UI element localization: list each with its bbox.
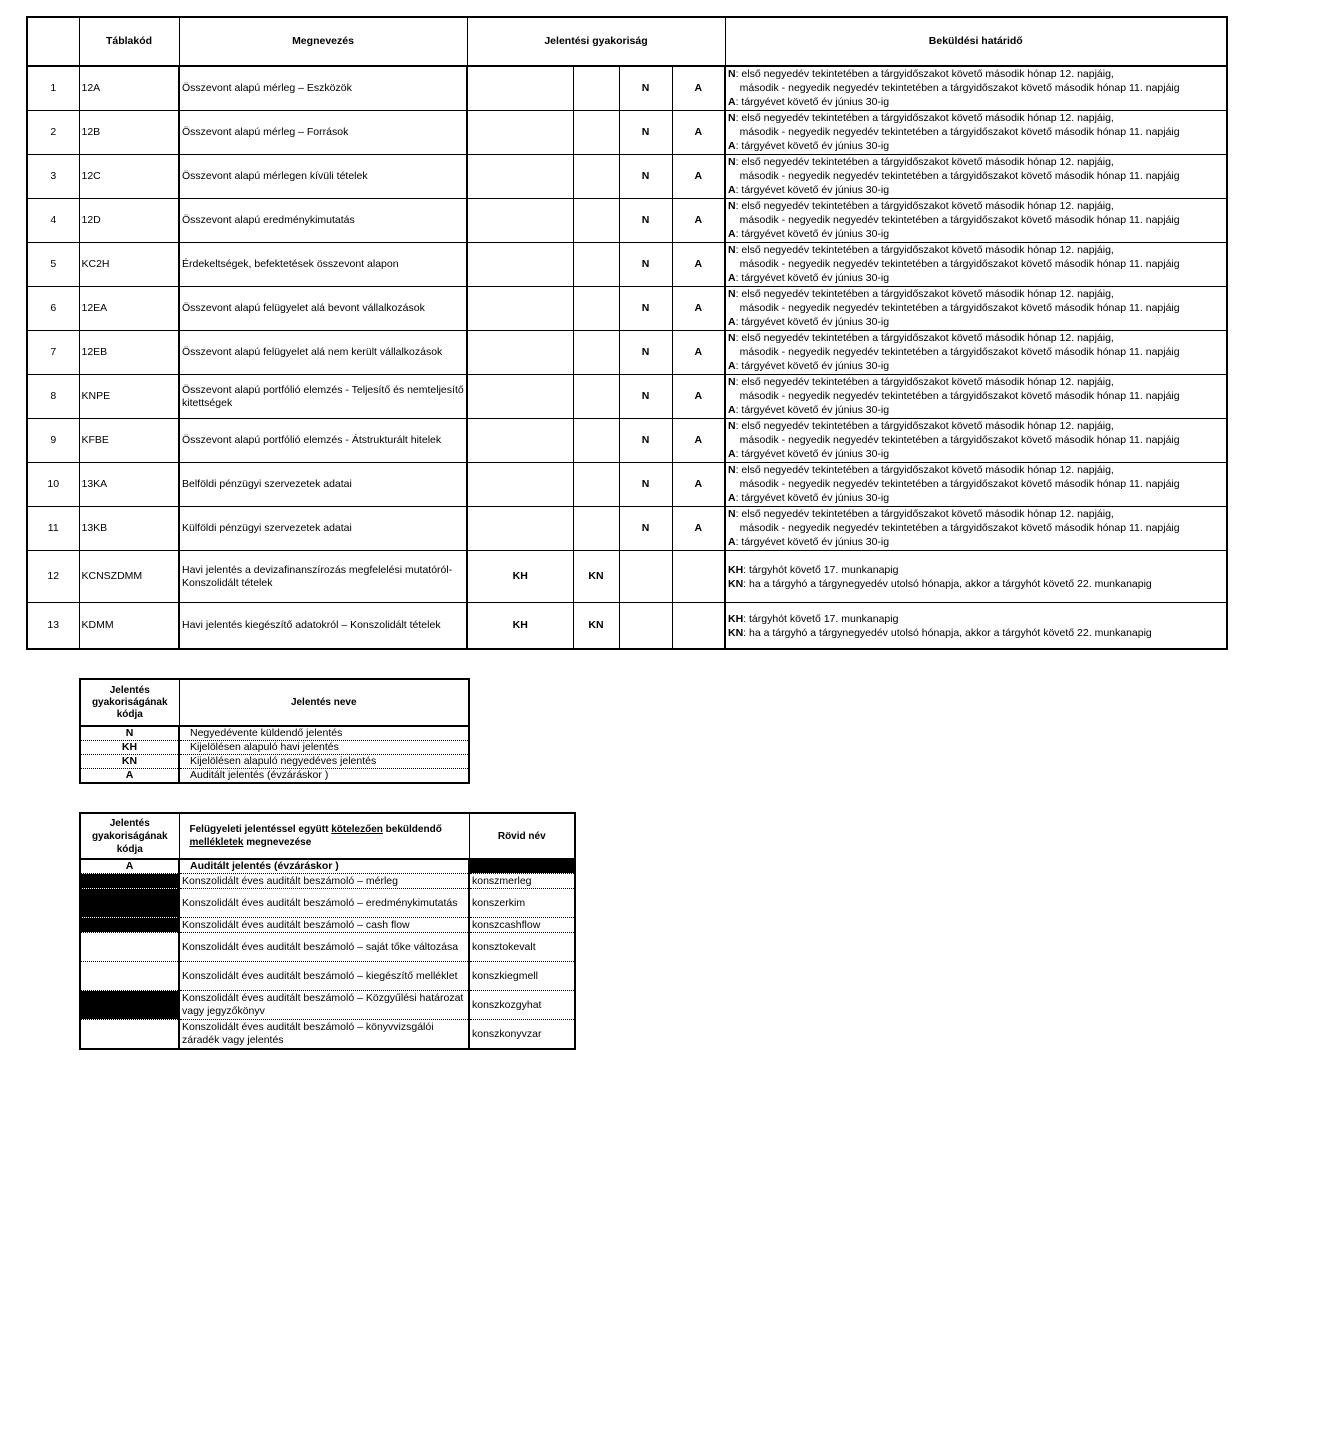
attachment-short-name: konszkonyvzar (469, 1020, 575, 1050)
attachment-short-name: konszkozgyhat (469, 991, 575, 1020)
header-num (27, 17, 79, 66)
table-name: Összevont alapú eredménykimutatás (179, 199, 467, 243)
frequency-f4: A (672, 243, 725, 287)
header-code: Táblakód (79, 17, 179, 66)
frequency-f1 (467, 66, 573, 111)
deadline-n-text: : első negyedév tekintetében a tárgyidőszakot követő második hónap 12. napjáig, második - negyedik negyedév tekintetében a tárgyidőszakot követő második hónap 11. napjáig (735, 420, 1180, 446)
table-code: 12B (79, 111, 179, 155)
row-number: 7 (27, 331, 79, 375)
deadline-n-text: : első negyedév tekintetében a tárgyidőszakot követő második hónap 12. napjáig, második - negyedik negyedév tekintetében a tárgyidőszakot követő második hónap 11. napjáig (735, 508, 1180, 534)
attachment-short-name: konszcashflow (469, 918, 575, 933)
frequency-f4: A (672, 419, 725, 463)
frequency-f2 (573, 111, 619, 155)
row-number: 2 (27, 111, 79, 155)
deadline-n-text: : első negyedév tekintetében a tárgyidőszakot követő második hónap 12. napjáig, második - negyedik negyedév tekintetében a tárgyidőszakot követő második hónap 11. napjáig (735, 464, 1180, 490)
deadline-cell (725, 507, 1227, 551)
deadline-n-text: : első negyedév tekintetében a tárgyidőszakot követő második hónap 12. napjáig, második - negyedik negyedév tekintetében a tárgyidőszakot követő második hónap 11. napjáig (735, 200, 1180, 226)
deadline-kn-text: : ha a tárgyhó a tárgynegyedév utolsó hónapja, akkor a tárgyhót követő 22. munkanapig (743, 626, 1152, 639)
deadline-a-text: : tárgyévet követő év június 30-ig (735, 96, 890, 108)
frequency-f1 (467, 111, 573, 155)
deadline-key-kn: KN (728, 577, 744, 590)
table-row (27, 287, 1227, 331)
deadline-key-a: A (728, 140, 736, 152)
attachment-row (80, 874, 575, 889)
frequency-f2 (573, 155, 619, 199)
frequency-f3 (619, 551, 672, 603)
table-row (27, 111, 1227, 155)
deadline-n-text: : első negyedév tekintetében a tárgyidőszakot követő második hónap 12. napjáig, második - negyedik negyedév tekintetében a tárgyidőszakot követő második hónap 11. napjáig (735, 288, 1180, 314)
deadline-key-kn: KN (728, 626, 744, 639)
deadline-n-text: : első negyedév tekintetében a tárgyidőszakot követő második hónap 12. napjáig, második - negyedik negyedév tekintetében a tárgyidőszakot követő második hónap 11. napjáig (735, 112, 1180, 138)
frequency-f3: N (619, 375, 672, 419)
deadline-kh-text: : tárgyhót követő 17. munkanapig (743, 563, 899, 576)
row-number: 8 (27, 375, 79, 419)
table-row (27, 419, 1227, 463)
table-code: KCNSZDMM (79, 551, 179, 603)
deadline-key-n: N (728, 112, 736, 124)
frequency-f3: N (619, 463, 672, 507)
attachment-name: Konszolidált éves auditált beszámoló – cash flow (179, 918, 469, 933)
audit-short-black (469, 859, 575, 874)
deadline-cell (725, 463, 1227, 507)
frequency-f3: N (619, 243, 672, 287)
legend1-name: Negyedévente küldendő jelentés (179, 726, 469, 741)
table-row (27, 155, 1227, 199)
table-name: Összevont alapú felügyelet alá nem került vállalkozások (179, 331, 467, 375)
table-row (27, 243, 1227, 287)
table-row (27, 551, 1227, 603)
frequency-f3: N (619, 155, 672, 199)
attachment-code-cell (80, 1020, 179, 1050)
deadline-n-text: : első negyedév tekintetében a tárgyidőszakot követő második hónap 12. napjáig, második - negyedik negyedév tekintetében a tárgyidőszakot követő második hónap 11. napjáig (735, 244, 1180, 270)
table-code: 12EA (79, 287, 179, 331)
attachments-legend (79, 812, 576, 1050)
attachment-name: Konszolidált éves auditált beszámoló – mérleg (179, 874, 469, 889)
frequency-f3: N (619, 507, 672, 551)
deadline-n-text: : első negyedév tekintetében a tárgyidőszakot követő második hónap 12. napjáig, második - negyedik negyedév tekintetében a tárgyidőszakot követő második hónap 11. napjáig (735, 156, 1180, 182)
deadline-cell (725, 155, 1227, 199)
deadline-key-n: N (728, 200, 736, 212)
frequency-f2 (573, 375, 619, 419)
deadline-key-kh: KH (728, 563, 744, 576)
legend1-row (80, 755, 469, 769)
row-number: 3 (27, 155, 79, 199)
attachment-code-cell (80, 962, 179, 991)
audit-row (80, 859, 575, 874)
table-name: Összevont alapú felügyelet alá bevont vállalkozások (179, 287, 467, 331)
legend1-code: KN (80, 755, 179, 769)
deadline-a-text: : tárgyévet követő év június 30-ig (735, 316, 890, 328)
table-row (27, 66, 1227, 111)
attachment-row (80, 933, 575, 962)
deadline-key-n: N (728, 244, 736, 256)
table-code: 12A (79, 66, 179, 111)
deadline-a-text: : tárgyévet követő év június 30-ig (735, 492, 890, 504)
deadline-key-a: A (728, 228, 736, 240)
frequency-f3: N (619, 331, 672, 375)
frequency-f4: A (672, 66, 725, 111)
table-row (27, 375, 1227, 419)
deadline-key-n: N (728, 156, 736, 168)
deadline-a-text: : tárgyévet követő év június 30-ig (735, 272, 890, 284)
deadline-key-n: N (728, 376, 736, 388)
legend1-row (80, 726, 469, 741)
attachment-code-cell (80, 918, 179, 933)
table-code: KDMM (79, 603, 179, 650)
frequency-f4: A (672, 287, 725, 331)
table-row (27, 463, 1227, 507)
legend2-header-code: Jelentés gyakoriságának kódja (80, 813, 179, 859)
row-number: 4 (27, 199, 79, 243)
row-number: 9 (27, 419, 79, 463)
deadline-cell (725, 111, 1227, 155)
attachment-row (80, 918, 575, 933)
deadline-cell (725, 603, 1227, 650)
table-name: Havi jelentés kiegészítő adatokról – Konszolidált tételek (179, 603, 467, 650)
attachment-row (80, 991, 575, 1020)
frequency-f2 (573, 287, 619, 331)
frequency-f2 (573, 331, 619, 375)
frequency-f2 (573, 419, 619, 463)
attachment-short-name: konsztokevalt (469, 933, 575, 962)
frequency-f3: N (619, 111, 672, 155)
frequency-f1 (467, 375, 573, 419)
attachment-name: Konszolidált éves auditált beszámoló – eredménykimutatás (179, 889, 469, 918)
deadline-key-a: A (728, 316, 736, 328)
frequency-f2 (573, 243, 619, 287)
frequency-f4: A (672, 199, 725, 243)
legend1-name: Kijelölésen alapuló negyedéves jelentés (179, 755, 469, 769)
legend1-row (80, 769, 469, 784)
attachment-code-cell (80, 874, 179, 889)
frequency-f1 (467, 463, 573, 507)
frequency-f4 (672, 551, 725, 603)
frequency-f1 (467, 155, 573, 199)
frequency-f1 (467, 199, 573, 243)
attachment-row (80, 1020, 575, 1050)
deadline-cell (725, 419, 1227, 463)
legend1-code: A (80, 769, 179, 784)
deadline-key-a: A (728, 404, 736, 416)
deadline-key-n: N (728, 464, 736, 476)
frequency-f1 (467, 419, 573, 463)
legend1-code: KH (80, 741, 179, 755)
table-code: 12D (79, 199, 179, 243)
row-number: 13 (27, 603, 79, 650)
row-number: 6 (27, 287, 79, 331)
header-deadline: Beküldési határidő (725, 17, 1227, 66)
frequency-f4: A (672, 111, 725, 155)
frequency-f2 (573, 199, 619, 243)
deadline-cell (725, 287, 1227, 331)
table-name: Összevont alapú portfólió elemzés - Átstrukturált hitelek (179, 419, 467, 463)
frequency-f4: A (672, 155, 725, 199)
frequency-f1 (467, 243, 573, 287)
deadline-key-n: N (728, 68, 736, 80)
deadline-key-n: N (728, 508, 736, 520)
frequency-f2 (573, 66, 619, 111)
deadline-kn-text: : ha a tárgyhó a tárgynegyedév utolsó hónapja, akkor a tárgyhót követő 22. munkanapig (743, 577, 1152, 590)
table-name: Belföldi pénzügyi szervezetek adatai (179, 463, 467, 507)
frequency-f4 (672, 603, 725, 650)
audit-code: A (80, 859, 179, 874)
deadline-n-text: : első negyedév tekintetében a tárgyidőszakot követő második hónap 12. napjáig, második - negyedik negyedév tekintetében a tárgyidőszakot követő második hónap 11. napjáig (735, 376, 1180, 402)
frequency-f3: N (619, 287, 672, 331)
table-code: 12EB (79, 331, 179, 375)
deadline-key-n: N (728, 332, 736, 344)
deadline-key-a: A (728, 448, 736, 460)
frequency-f2 (573, 463, 619, 507)
deadline-cell (725, 551, 1227, 603)
deadline-a-text: : tárgyévet követő év június 30-ig (735, 448, 890, 460)
attachment-code-cell (80, 933, 179, 962)
table-row (27, 199, 1227, 243)
deadline-key-a: A (728, 360, 736, 372)
deadline-key-a: A (728, 272, 736, 284)
deadline-cell (725, 331, 1227, 375)
frequency-f4: A (672, 375, 725, 419)
deadline-a-text: : tárgyévet követő év június 30-ig (735, 404, 890, 416)
table-name: Havi jelentés a devizafinanszírozás megfelelési mutatóról- Konszolidált tételek (179, 551, 467, 603)
attachment-code-cell (80, 991, 179, 1020)
deadline-key-a: A (728, 492, 736, 504)
table-name: Összevont alapú mérlegen kívüli tételek (179, 155, 467, 199)
attachment-row (80, 962, 575, 991)
deadline-a-text: : tárgyévet követő év június 30-ig (735, 536, 890, 548)
table-body (27, 66, 1227, 649)
legend2-header-name: Felügyeleti jelentéssel együtt kötelezően beküldendő mellékletek megnevezése (179, 813, 469, 859)
table-row (27, 507, 1227, 551)
legend1-name: Kijelölésen alapuló havi jelentés (179, 741, 469, 755)
deadline-n-text: : első negyedév tekintetében a tárgyidőszakot követő második hónap 12. napjáig, második - negyedik negyedév tekintetében a tárgyidőszakot követő második hónap 11. napjáig (735, 332, 1180, 358)
frequency-legend (79, 678, 470, 784)
row-number: 1 (27, 66, 79, 111)
deadline-a-text: : tárgyévet követő év június 30-ig (735, 140, 890, 152)
table-name: Érdekeltségek, befektetések összevont alapon (179, 243, 467, 287)
attachment-name: Konszolidált éves auditált beszámoló – Közgyűlési határozat vagy jegyzőkönyv (179, 991, 469, 1020)
audit-title: Auditált jelentés (évzáráskor ) (179, 859, 469, 874)
attachment-short-name: konszkiegmell (469, 962, 575, 991)
attachment-name: Konszolidált éves auditált beszámoló – könyvvizsgálói záradék vagy jelentés (179, 1020, 469, 1050)
frequency-f3: N (619, 419, 672, 463)
attachment-short-name: konszerkim (469, 889, 575, 918)
header-name: Megnevezés (179, 17, 467, 66)
table-code: KNPE (79, 375, 179, 419)
table-name: Összevont alapú mérleg – Források (179, 111, 467, 155)
deadline-n-text: : első negyedév tekintetében a tárgyidőszakot követő második hónap 12. napjáig, második - negyedik negyedév tekintetében a tárgyidőszakot követő második hónap 11. napjáig (735, 68, 1180, 94)
table-name: Külföldi pénzügyi szervezetek adatai (179, 507, 467, 551)
legend1-name: Auditált jelentés (évzáráskor ) (179, 769, 469, 784)
frequency-f1 (467, 331, 573, 375)
deadline-kh-text: : tárgyhót követő 17. munkanapig (743, 612, 899, 625)
table-name: Összevont alapú mérleg – Eszközök (179, 66, 467, 111)
header-frequency: Jelentési gyakoriság (467, 17, 725, 66)
frequency-f2: KN (573, 603, 619, 650)
attachment-code-cell (80, 889, 179, 918)
frequency-f3: N (619, 66, 672, 111)
frequency-f2: KN (573, 551, 619, 603)
deadline-key-kh: KH (728, 612, 744, 625)
attachment-row (80, 889, 575, 918)
frequency-f2 (573, 507, 619, 551)
row-number: 10 (27, 463, 79, 507)
attachment-name: Konszolidált éves auditált beszámoló – kiegészítő melléklet (179, 962, 469, 991)
row-number: 11 (27, 507, 79, 551)
deadline-a-text: : tárgyévet követő év június 30-ig (735, 184, 890, 196)
legend1-row (80, 741, 469, 755)
legend1-code: N (80, 726, 179, 741)
table-row (27, 603, 1227, 650)
table-code: 12C (79, 155, 179, 199)
table-code: KC2H (79, 243, 179, 287)
deadline-key-n: N (728, 420, 736, 432)
frequency-f1 (467, 507, 573, 551)
frequency-f4: A (672, 463, 725, 507)
deadline-key-a: A (728, 96, 736, 108)
legend1-header-code: Jelentés gyakoriságának kódja (80, 679, 179, 726)
reporting-table (26, 16, 1228, 650)
row-number: 12 (27, 551, 79, 603)
frequency-f1 (467, 287, 573, 331)
deadline-cell (725, 375, 1227, 419)
legend2-header-short: Rövid név (469, 813, 575, 859)
table-code: KFBE (79, 419, 179, 463)
header-row (27, 17, 1227, 66)
attachment-name: Konszolidált éves auditált beszámoló – saját tőke változása (179, 933, 469, 962)
deadline-cell (725, 66, 1227, 111)
attachment-short-name: konszmerleg (469, 874, 575, 889)
table-row (27, 331, 1227, 375)
deadline-a-text: : tárgyévet követő év június 30-ig (735, 228, 890, 240)
legend1-header-name: Jelentés neve (179, 679, 469, 726)
table-code: 13KA (79, 463, 179, 507)
deadline-key-a: A (728, 536, 736, 548)
frequency-f1: KH (467, 551, 573, 603)
deadline-cell (725, 243, 1227, 287)
table-name: Összevont alapú portfólió elemzés - Teljesítő és nemteljesítő kitettségek (179, 375, 467, 419)
deadline-key-n: N (728, 288, 736, 300)
frequency-f4: A (672, 331, 725, 375)
deadline-cell (725, 199, 1227, 243)
table-code: 13KB (79, 507, 179, 551)
frequency-f3: N (619, 199, 672, 243)
deadline-key-a: A (728, 184, 736, 196)
row-number: 5 (27, 243, 79, 287)
frequency-f4: A (672, 507, 725, 551)
frequency-f3 (619, 603, 672, 650)
frequency-f1: KH (467, 603, 573, 650)
deadline-a-text: : tárgyévet követő év június 30-ig (735, 360, 890, 372)
